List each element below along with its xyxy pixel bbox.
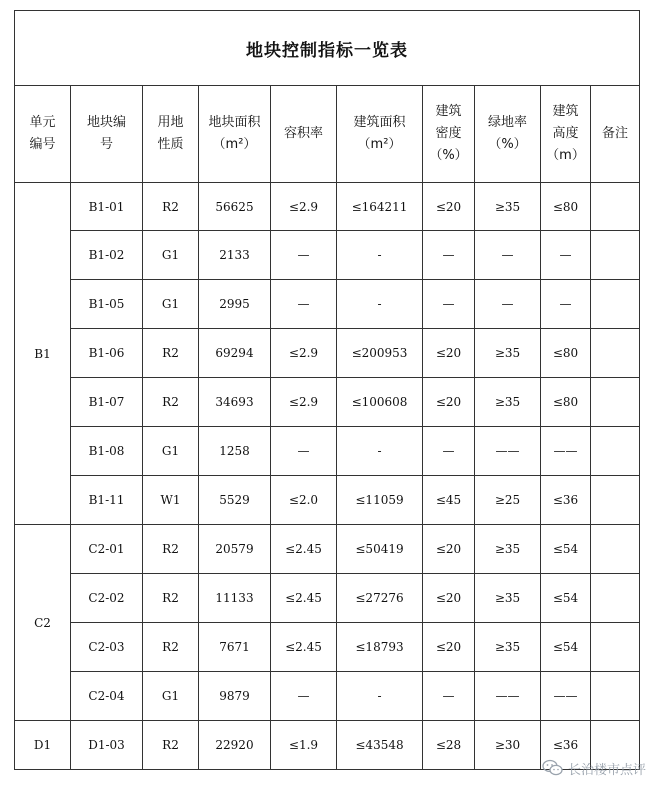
header-label: 建筑 密度 （%）: [429, 104, 468, 163]
cell-remarks: [591, 623, 640, 672]
cell-land-use: R2: [143, 574, 199, 623]
cell-plot-code: B1-06: [71, 329, 143, 378]
cell-land-use: R2: [143, 329, 199, 378]
cell-plot-area: 9879: [199, 672, 271, 721]
header-plot-code: [71, 86, 143, 183]
cell-plot-code: B1-07: [71, 378, 143, 427]
cell-green-ratio: —: [475, 231, 541, 280]
cell-plot-code: B1-05: [71, 280, 143, 329]
table-row: [15, 329, 640, 378]
table-row: [15, 231, 640, 280]
cell-land-use: G1: [143, 280, 199, 329]
cell-green-ratio: ≥35: [475, 329, 541, 378]
cell-remarks: [591, 231, 640, 280]
cell-plot-code: B1-01: [71, 183, 143, 231]
cell-land-use: R2: [143, 525, 199, 574]
cell-building-density: ≤20: [423, 623, 475, 672]
cell-plot-code: C2-01: [71, 525, 143, 574]
cell-plot-ratio: ≤1.9: [271, 721, 337, 770]
cell-building-density: ≤45: [423, 476, 475, 525]
unit-cell: D1: [15, 721, 71, 770]
cell-building-height: —: [541, 231, 591, 280]
header-plot-ratio: [271, 86, 337, 183]
cell-building-density: —: [423, 231, 475, 280]
cell-land-use: G1: [143, 672, 199, 721]
cell-plot-ratio: ≤2.9: [271, 329, 337, 378]
header-label: 地块编 号: [86, 115, 126, 152]
cell-land-use: R2: [143, 378, 199, 427]
cell-building-density: —: [423, 672, 475, 721]
cell-plot-ratio: ≤2.0: [271, 476, 337, 525]
cell-floor-area: ≤11059: [337, 476, 423, 525]
cell-building-height: ≤80: [541, 183, 591, 231]
cell-green-ratio: ≥35: [475, 183, 541, 231]
cell-building-density: —: [423, 427, 475, 476]
cell-plot-ratio: ≤2.9: [271, 183, 337, 231]
cell-plot-area: 69294: [199, 329, 271, 378]
cell-building-height: ——: [541, 672, 591, 721]
cell-land-use: R2: [143, 183, 199, 231]
cell-plot-area: 34693: [199, 378, 271, 427]
cell-floor-area: ≤100608: [337, 378, 423, 427]
cell-green-ratio: ≥35: [475, 378, 541, 427]
cell-building-height: ——: [541, 427, 591, 476]
cell-remarks: [591, 427, 640, 476]
cell-floor-area: ≤164211: [337, 183, 423, 231]
cell-floor-area: -: [337, 672, 423, 721]
header-label: 备注: [602, 126, 629, 141]
cell-remarks: [591, 574, 640, 623]
cell-plot-area: 1258: [199, 427, 271, 476]
cell-green-ratio: ——: [475, 427, 541, 476]
cell-building-density: ≤20: [423, 329, 475, 378]
cell-floor-area: ≤18793: [337, 623, 423, 672]
cell-plot-code: C2-04: [71, 672, 143, 721]
cell-plot-area: 2133: [199, 231, 271, 280]
cell-green-ratio: ≥30: [475, 721, 541, 770]
cell-floor-area: ≤50419: [337, 525, 423, 574]
table-row: [15, 574, 640, 623]
cell-plot-code: B1-02: [71, 231, 143, 280]
cell-plot-code: C2-02: [71, 574, 143, 623]
table-title: 地块控制指标一览表: [15, 11, 640, 86]
cell-plot-area: 11133: [199, 574, 271, 623]
table-row: [15, 525, 640, 574]
cell-plot-area: 56625: [199, 183, 271, 231]
cell-plot-area: 2995: [199, 280, 271, 329]
watermark-text: 长治楼市点评: [567, 762, 646, 778]
cell-building-height: ≤80: [541, 329, 591, 378]
cell-land-use: W1: [143, 476, 199, 525]
cell-plot-ratio: ≤2.45: [271, 623, 337, 672]
header-building-density: [423, 86, 475, 183]
cell-plot-area: 22920: [199, 721, 271, 770]
cell-plot-code: D1-03: [71, 721, 143, 770]
unit-cell: C2: [15, 525, 71, 721]
cell-land-use: G1: [143, 427, 199, 476]
watermark: [542, 757, 646, 779]
cell-plot-code: B1-08: [71, 427, 143, 476]
header-green-ratio: [475, 86, 541, 183]
cell-green-ratio: ≥35: [475, 574, 541, 623]
control-index-table: [14, 10, 640, 770]
cell-plot-ratio: —: [271, 427, 337, 476]
cell-green-ratio: ——: [475, 672, 541, 721]
cell-floor-area: ≤200953: [337, 329, 423, 378]
cell-building-density: —: [423, 280, 475, 329]
unit-cell: B1: [15, 183, 71, 525]
cell-floor-area: -: [337, 280, 423, 329]
cell-building-density: ≤20: [423, 574, 475, 623]
cell-land-use: R2: [143, 623, 199, 672]
cell-remarks: [591, 672, 640, 721]
cell-remarks: [591, 476, 640, 525]
header-floor-area: [337, 86, 423, 183]
cell-land-use: R2: [143, 721, 199, 770]
cell-plot-area: 5529: [199, 476, 271, 525]
header-label: 地块面积 （m²）: [208, 115, 261, 152]
cell-plot-code: B1-11: [71, 476, 143, 525]
header-building-height: [541, 86, 591, 183]
table-row: [15, 280, 640, 329]
wechat-icon: [542, 759, 564, 777]
control-index-table-wrapper: [14, 10, 639, 770]
cell-plot-ratio: —: [271, 672, 337, 721]
cell-building-height: ≤36: [541, 476, 591, 525]
cell-remarks: [591, 525, 640, 574]
header-label: 绿地率 （%）: [487, 115, 527, 152]
cell-floor-area: -: [337, 231, 423, 280]
header-label: 建筑 高度 （m）: [546, 104, 585, 163]
cell-building-height: ≤54: [541, 525, 591, 574]
cell-building-density: ≤20: [423, 183, 475, 231]
cell-land-use: G1: [143, 231, 199, 280]
cell-plot-ratio: —: [271, 280, 337, 329]
header-unit-code: [15, 86, 71, 183]
cell-floor-area: ≤43548: [337, 721, 423, 770]
cell-floor-area: -: [337, 427, 423, 476]
cell-building-density: ≤20: [423, 525, 475, 574]
cell-green-ratio: —: [475, 280, 541, 329]
cell-building-density: ≤28: [423, 721, 475, 770]
cell-green-ratio: ≥35: [475, 525, 541, 574]
table-row: [15, 183, 640, 231]
cell-remarks: [591, 378, 640, 427]
header-label: 建筑面积 （m²）: [353, 115, 406, 152]
cell-plot-ratio: ≤2.9: [271, 378, 337, 427]
cell-floor-area: ≤27276: [337, 574, 423, 623]
table-row: [15, 672, 640, 721]
cell-plot-code: C2-03: [71, 623, 143, 672]
cell-building-density: ≤20: [423, 378, 475, 427]
header-land-use: [143, 86, 199, 183]
cell-remarks: [591, 280, 640, 329]
header-label: 用地 性质: [157, 115, 184, 152]
cell-plot-area: 20579: [199, 525, 271, 574]
header-plot-area: [199, 86, 271, 183]
cell-building-height: ≤80: [541, 378, 591, 427]
cell-building-height: ≤54: [541, 623, 591, 672]
cell-plot-ratio: ≤2.45: [271, 525, 337, 574]
cell-remarks: [591, 183, 640, 231]
header-row: [15, 86, 640, 183]
cell-green-ratio: ≥35: [475, 623, 541, 672]
header-remarks: [591, 86, 640, 183]
table-row: [15, 623, 640, 672]
cell-plot-ratio: —: [271, 231, 337, 280]
cell-building-height: ≤54: [541, 574, 591, 623]
cell-building-height: —: [541, 280, 591, 329]
table-row: [15, 378, 640, 427]
cell-building-height: ≤36: [541, 721, 591, 770]
cell-remarks: [591, 329, 640, 378]
table-row: [15, 476, 640, 525]
cell-green-ratio: ≥25: [475, 476, 541, 525]
table-row: [15, 427, 640, 476]
cell-plot-ratio: ≤2.45: [271, 574, 337, 623]
header-label: 容积率: [283, 126, 323, 141]
header-label: 单元 编号: [29, 115, 56, 152]
cell-plot-area: 7671: [199, 623, 271, 672]
